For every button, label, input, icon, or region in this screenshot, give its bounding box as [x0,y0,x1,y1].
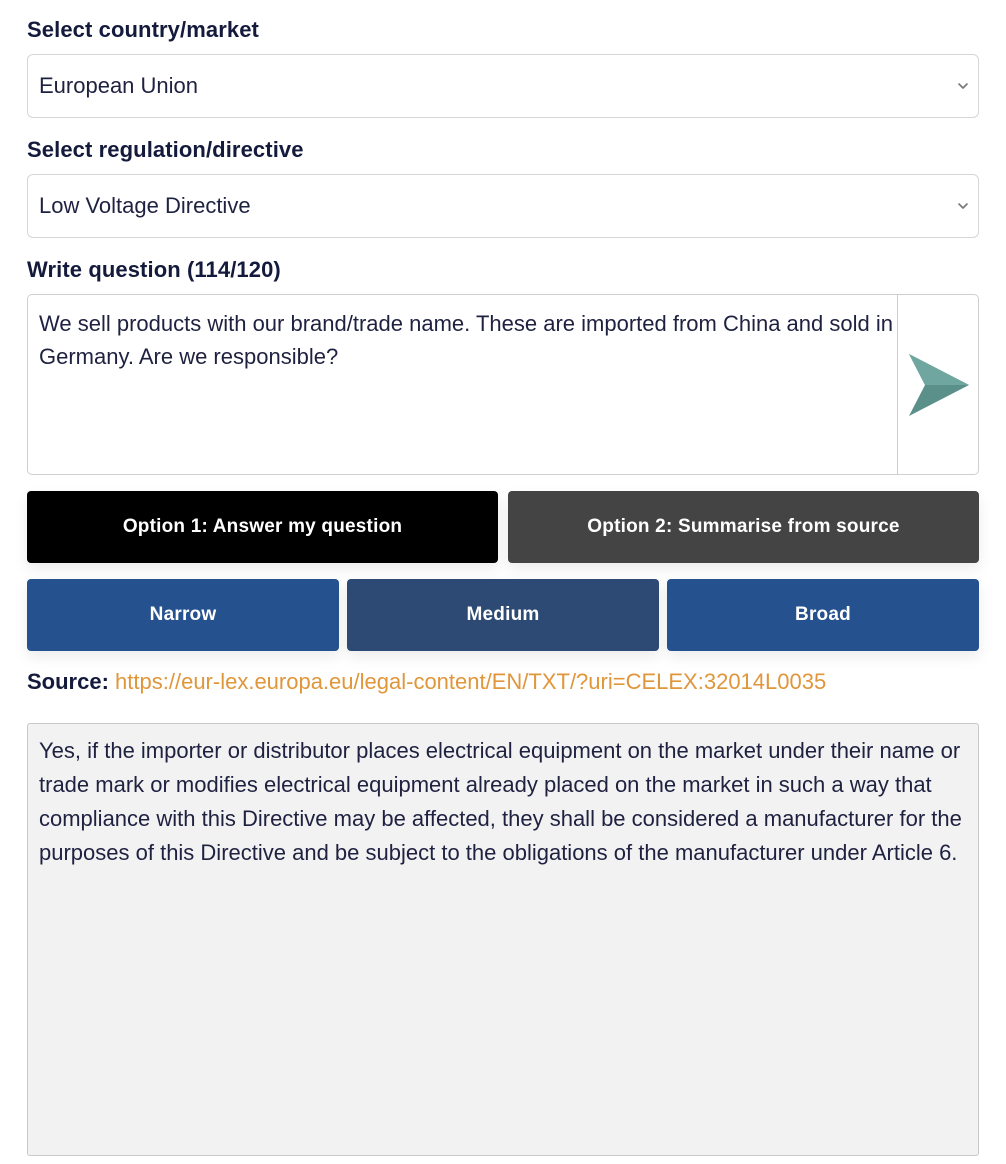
answer-output[interactable] [27,723,979,1156]
source-label: Source: [27,669,109,694]
regulation-label: Select regulation/directive [27,137,304,162]
option2-summarise-button[interactable]: Option 2: Summarise from source [508,491,979,563]
scope-medium-button[interactable]: Medium [347,579,659,651]
regulation-select[interactable] [27,174,979,238]
country-label: Select country/market [27,17,259,42]
question-textarea[interactable] [27,294,979,475]
regulation-selected-value: Low Voltage Directive [39,193,251,218]
country-selected-value: European Union [39,73,199,98]
question-text[interactable]: We sell products with our brand/trade name. These are imported from China and sold in Germany. Are we responsible? [39,311,893,369]
country-select[interactable] [27,54,979,118]
answer-text: Yes, if the importer or distributor places electrical equipment on the market under their name or trade mark or modifies electrical equipment already placed on the market in such a way that compliance with this Directive may be affected, they shall be considered a manufacturer for the purposes of this Directive and be subject to the obligations of the manufacturer under Article 6. [39,738,962,865]
chevron-down-icon [956,199,970,213]
source-line [27,669,826,695]
scope-narrow-button[interactable]: Narrow [27,579,339,651]
source-link[interactable]: https://eur-lex.europa.eu/legal-content/EN/TXT/?uri=CELEX:32014L0035 [115,669,827,694]
chevron-down-icon [956,79,970,93]
option1-answer-button[interactable]: Option 1: Answer my question [27,491,498,563]
send-button[interactable] [897,295,978,474]
question-label: Write question (114/120) [27,257,281,282]
send-arrow-icon[interactable] [905,352,971,418]
scope-broad-button[interactable]: Broad [667,579,979,651]
